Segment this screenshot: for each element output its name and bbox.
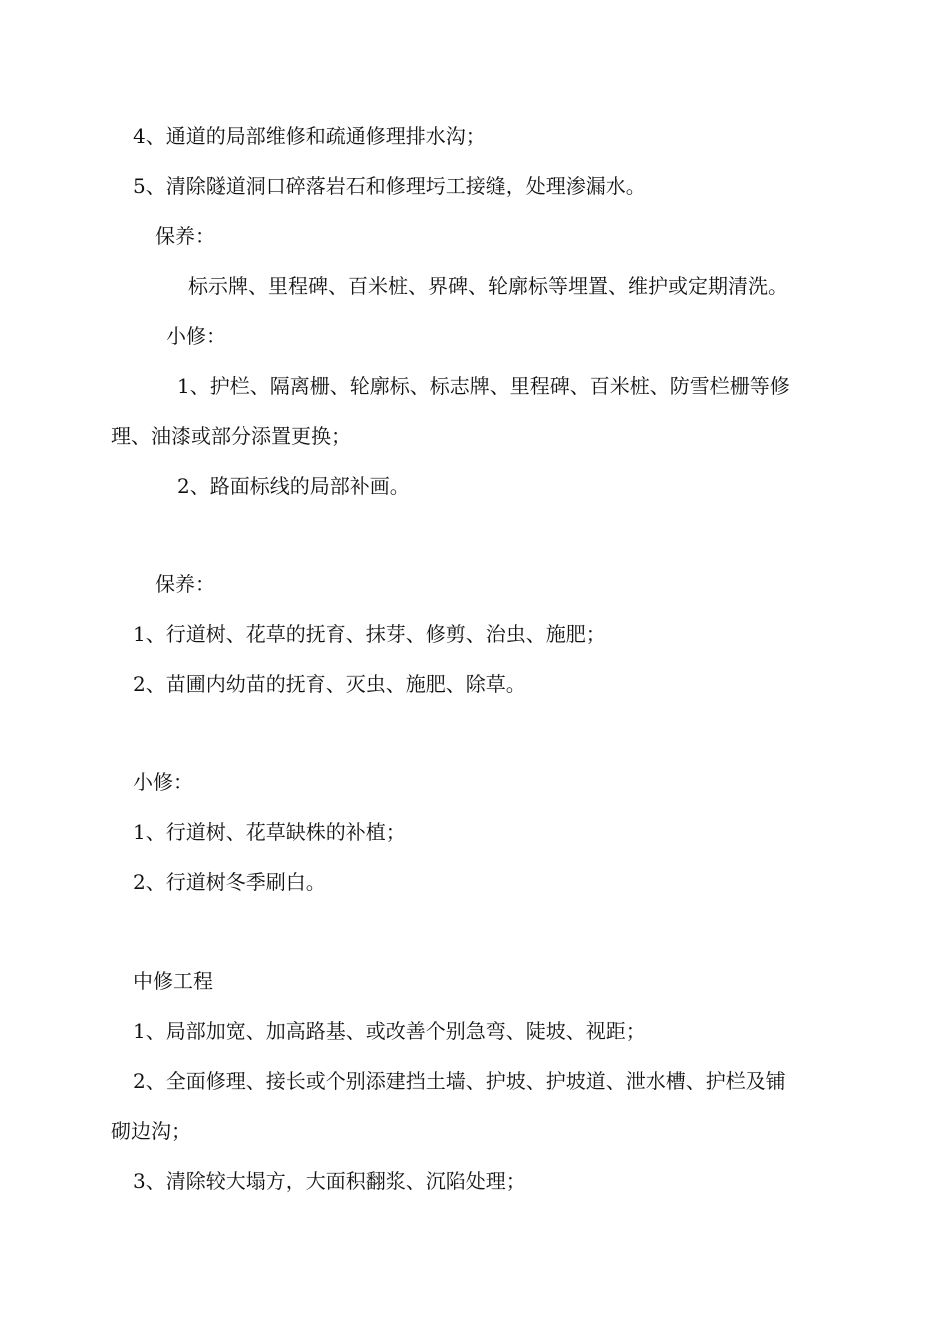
paragraph-line: 3、清除较大塌方，大面积翻浆、沉陷处理； (133, 1169, 526, 1193)
section-heading: 小修： (133, 770, 193, 794)
paragraph-line: 1、行道树、花草的抚育、抹芽、修剪、治虫、施肥； (133, 622, 606, 646)
section-heading: 小修： (166, 324, 226, 348)
section-heading: 保养： (155, 224, 215, 248)
paragraph-line: 5、清除隧道洞口碎落岩石和修理圬工接缝，处理渗漏水。 (133, 174, 646, 198)
section-heading: 保养： (155, 572, 215, 596)
paragraph-line: 砌边沟； (111, 1119, 191, 1143)
section-heading: 中修工程 (133, 969, 213, 993)
paragraph-line: 2、路面标线的局部补画。 (177, 474, 410, 498)
paragraph-line: 2、全面修理、接长或个别添建挡土墙、护坡、护坡道、泄水槽、护栏及铺 (133, 1069, 786, 1093)
paragraph-line: 理、油漆或部分添置更换； (111, 424, 351, 448)
paragraph-line: 1、护栏、隔离栅、轮廓标、标志牌、里程碑、百米桩、防雪栏栅等修 (177, 374, 790, 398)
paragraph-line: 标示牌、里程碑、百米桩、界碑、轮廓标等埋置、维护或定期清洗。 (188, 274, 788, 298)
paragraph-line: 1、行道树、花草缺株的补植； (133, 820, 406, 844)
paragraph-line: 2、行道树冬季刷白。 (133, 870, 326, 894)
paragraph-line: 2、苗圃内幼苗的抚育、灭虫、施肥、除草。 (133, 672, 526, 696)
paragraph-line: 1、局部加宽、加高路基、或改善个别急弯、陡坡、视距； (133, 1019, 646, 1043)
paragraph-line: 4、通道的局部维修和疏通修理排水沟； (133, 124, 486, 148)
